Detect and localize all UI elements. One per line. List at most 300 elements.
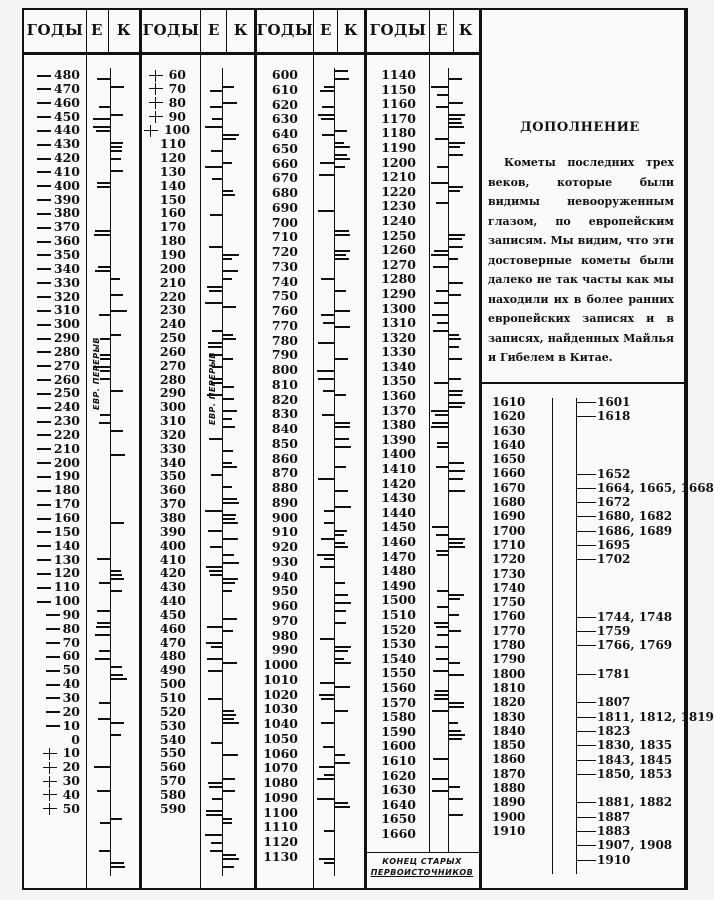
year-label: 630 xyxy=(271,111,298,127)
comet-mark xyxy=(222,486,232,488)
divider xyxy=(364,10,367,888)
year-label: 650 xyxy=(271,140,298,156)
comet-mark xyxy=(209,570,222,572)
year-label: 1680 xyxy=(492,495,526,510)
year-label: 430 xyxy=(159,579,186,595)
comet-mark xyxy=(436,106,448,108)
comet-mark xyxy=(96,626,110,628)
year-label: 370 xyxy=(159,496,186,512)
comet-mark xyxy=(437,94,448,96)
ad-cross-icon xyxy=(43,762,57,774)
comet-years: 1652 xyxy=(597,466,631,481)
year-label: 810 xyxy=(271,376,298,392)
comet-mark xyxy=(576,702,596,703)
year-label: 60 xyxy=(144,68,186,82)
comet-mark xyxy=(433,758,448,760)
bc-dash-icon xyxy=(37,241,51,243)
header-years-1: ГОДЫ xyxy=(26,21,84,39)
year-label: 570 xyxy=(159,773,186,789)
comet-mark xyxy=(448,674,464,676)
bc-dash-icon xyxy=(37,462,51,464)
comet-mark xyxy=(212,330,222,332)
year-label: 1730 xyxy=(492,566,526,581)
comet-mark xyxy=(334,130,347,132)
comet-mark xyxy=(448,346,459,348)
divider xyxy=(429,10,430,852)
comet-mark xyxy=(210,546,222,548)
year-label: 330 xyxy=(159,440,186,456)
comet-mark xyxy=(324,862,334,864)
comet-mark xyxy=(448,122,462,124)
bc-dash-icon xyxy=(37,559,51,561)
comet-mark xyxy=(576,817,596,818)
comet-mark xyxy=(93,118,110,120)
bc-dash-icon xyxy=(37,476,51,478)
comet-mark xyxy=(222,502,239,504)
year-label: 1530 xyxy=(381,636,416,652)
comet-mark xyxy=(205,302,222,304)
comet-mark xyxy=(222,466,237,468)
comet-years: 1702 xyxy=(597,552,631,567)
year-label: 840 xyxy=(271,421,298,436)
comet-mark xyxy=(320,682,334,684)
comet-mark xyxy=(448,78,462,80)
comet-mark xyxy=(222,86,234,88)
year-label: 70 xyxy=(144,82,186,96)
bc-dash-icon xyxy=(37,88,51,90)
year-label: 440 xyxy=(159,593,186,609)
comet-mark xyxy=(208,670,222,672)
year-label: 1250 xyxy=(381,227,416,243)
comet-entry xyxy=(576,724,630,738)
comet-mark xyxy=(207,286,222,288)
year-label: 1080 xyxy=(263,775,298,790)
year-label: 1070 xyxy=(263,760,298,776)
year-label: 960 xyxy=(271,598,298,613)
comet-mark xyxy=(323,746,334,748)
comet-mark xyxy=(222,518,235,520)
comet-mark xyxy=(334,234,350,236)
year-label: 740 xyxy=(271,273,298,289)
comet-mark xyxy=(576,416,596,417)
comet-years: 1830, 1835 xyxy=(597,738,673,753)
year-label: 680 xyxy=(271,185,298,200)
year-label: 320 xyxy=(159,426,186,442)
comet-mark xyxy=(448,338,461,340)
comet-mark xyxy=(334,466,346,468)
comet-mark xyxy=(222,790,235,792)
year-label: 350 xyxy=(26,248,80,262)
comet-mark xyxy=(334,610,346,612)
bc-dash-icon xyxy=(37,407,51,409)
year-label: 450 xyxy=(159,606,186,622)
year-label: 10 xyxy=(26,746,80,760)
divider xyxy=(254,10,257,888)
header-years-2: ГОДЫ xyxy=(142,21,200,39)
comet-mark xyxy=(448,234,465,236)
comet-mark xyxy=(334,446,351,448)
comet-mark xyxy=(205,166,222,168)
year-label: 1440 xyxy=(381,504,416,520)
comet-mark xyxy=(110,170,123,172)
year-label: 1010 xyxy=(263,671,298,687)
year-label: 260 xyxy=(26,373,80,387)
year-label: 1810 xyxy=(492,680,526,695)
comet-mark xyxy=(448,246,463,248)
comet-mark xyxy=(320,90,334,92)
year-label: 1620 xyxy=(381,767,416,783)
year-label: 0 xyxy=(71,731,80,747)
year-label: 1910 xyxy=(492,823,526,838)
comet-entry xyxy=(576,495,630,509)
comet-mark xyxy=(208,782,222,784)
comet-mark xyxy=(222,162,232,164)
bc-dash-icon xyxy=(46,614,60,616)
divider xyxy=(226,10,227,52)
bc-dash-icon xyxy=(37,324,51,326)
year-label: 710 xyxy=(271,229,298,245)
comet-entry xyxy=(576,552,630,566)
comet-entry xyxy=(576,753,672,767)
comet-mark xyxy=(334,662,351,664)
comet-mark xyxy=(448,186,463,188)
comet-mark xyxy=(448,722,458,724)
year-label: 820 xyxy=(271,391,298,407)
year-label: 890 xyxy=(271,494,298,510)
comet-mark xyxy=(318,114,334,116)
comet-mark xyxy=(110,454,125,456)
bc-dash-icon xyxy=(37,421,51,423)
comet-mark xyxy=(448,238,462,240)
year-label: 160 xyxy=(26,511,80,525)
year-label: 1770 xyxy=(492,623,526,638)
year-label: 1790 xyxy=(492,652,526,667)
bc-dash-icon xyxy=(37,296,51,298)
comet-mark xyxy=(576,760,596,761)
year-label: 1400 xyxy=(381,446,416,462)
comet-years: 1907, 1908 xyxy=(597,838,673,853)
year-label: 170 xyxy=(26,497,80,511)
year-label: 260 xyxy=(159,343,186,359)
year-label: 1670 xyxy=(492,480,526,495)
comet-mark xyxy=(448,154,463,156)
comet-years: 1811, 1812, 1819 xyxy=(597,709,714,724)
comet-mark xyxy=(334,310,350,312)
comet-mark xyxy=(334,326,350,328)
comet-mark xyxy=(210,574,222,576)
comet-mark xyxy=(448,706,464,708)
year-label: 460 xyxy=(159,620,186,636)
comet-entry xyxy=(576,810,630,824)
comet-mark xyxy=(334,546,348,548)
header-k-3: К xyxy=(343,21,359,39)
year-label: 400 xyxy=(26,179,80,193)
comet-mark xyxy=(95,634,110,636)
comet-mark xyxy=(448,786,460,788)
comet-entry xyxy=(576,467,630,481)
comet-mark xyxy=(222,618,237,620)
year-label: 1570 xyxy=(381,694,416,710)
year-label: 1180 xyxy=(381,125,416,141)
year-label: 1510 xyxy=(381,606,416,622)
comet-mark xyxy=(433,330,448,332)
year-label: 1470 xyxy=(381,548,416,564)
comet-mark xyxy=(205,126,222,128)
comet-mark xyxy=(576,402,596,403)
comet-mark xyxy=(434,382,448,384)
year-label: 910 xyxy=(271,524,298,540)
comet-mark xyxy=(324,522,334,524)
year-label: 1720 xyxy=(492,552,526,567)
year-label: 210 xyxy=(26,442,80,456)
bc-dash-icon xyxy=(37,601,51,603)
year-label: 1290 xyxy=(381,285,416,301)
comet-mark xyxy=(212,118,222,120)
year-list-group-1 xyxy=(26,68,80,816)
comet-mark xyxy=(320,566,334,568)
year-label: 510 xyxy=(159,689,186,705)
comet-mark xyxy=(448,114,465,116)
year-label: 1220 xyxy=(381,183,416,199)
year-label: 1610 xyxy=(492,395,526,409)
comet-mark xyxy=(435,690,448,692)
bc-dash-icon xyxy=(37,282,51,284)
year-label: 1130 xyxy=(263,848,298,864)
year-label: 200 xyxy=(159,260,186,276)
comet-mark xyxy=(110,674,123,676)
header-k-2: К xyxy=(233,21,249,39)
comet-mark xyxy=(110,866,125,868)
year-label: 980 xyxy=(271,627,298,643)
year-label: 950 xyxy=(271,583,298,599)
comet-mark xyxy=(97,182,110,184)
year-label: 80 xyxy=(144,96,186,110)
divider xyxy=(139,10,142,888)
year-label: 580 xyxy=(159,786,186,802)
comet-mark xyxy=(448,142,465,144)
comet-mark xyxy=(206,642,222,644)
comet-years: 1887 xyxy=(597,809,631,824)
bc-dash-icon xyxy=(37,75,51,77)
bc-dash-icon xyxy=(37,365,51,367)
comet-mark xyxy=(334,230,349,232)
comet-mark xyxy=(321,722,334,724)
comet-mark xyxy=(321,538,334,540)
bc-dash-icon xyxy=(37,531,51,533)
comet-entry xyxy=(576,624,630,638)
year-label: 40 xyxy=(26,677,80,691)
comet-mark xyxy=(211,646,222,648)
comet-entry xyxy=(576,767,672,781)
bc-dash-icon xyxy=(37,144,51,146)
comet-mark xyxy=(100,822,110,824)
comet-mark xyxy=(100,358,110,360)
comet-mark xyxy=(334,754,345,756)
comet-mark xyxy=(334,806,350,808)
year-label: 380 xyxy=(159,510,186,525)
comet-years: 1781 xyxy=(597,666,631,681)
year-label: 430 xyxy=(26,137,80,151)
bc-dash-icon xyxy=(37,213,51,215)
comet-mark xyxy=(334,646,351,648)
comet-years: 1807 xyxy=(597,695,631,710)
comet-mark xyxy=(318,478,334,480)
comet-mark xyxy=(211,474,222,476)
comet-mark xyxy=(319,858,334,860)
comet-mark xyxy=(334,530,347,532)
comet-mark xyxy=(334,534,344,536)
comet-mark xyxy=(317,778,334,780)
year-label: 760 xyxy=(271,303,298,318)
bc-dash-icon xyxy=(46,697,60,699)
year-label: 150 xyxy=(159,191,186,207)
year-label: 1020 xyxy=(263,686,298,702)
year-label: 930 xyxy=(271,553,298,569)
comet-mark xyxy=(437,442,448,444)
comet-mark xyxy=(110,818,122,820)
year-label: 110 xyxy=(26,580,80,594)
year-label: 1190 xyxy=(381,139,416,155)
comet-entry xyxy=(576,409,630,423)
header-k-1: К xyxy=(116,21,132,39)
year-label: 1780 xyxy=(492,638,526,653)
year-label: 1410 xyxy=(381,461,416,477)
year-label: 1620 xyxy=(492,409,526,424)
addendum-title: ДОПОЛНЕНИЕ xyxy=(520,120,640,135)
comet-mark xyxy=(222,498,237,500)
bc-dash-icon xyxy=(37,227,51,229)
timeline-axis xyxy=(552,398,553,874)
comet-mark xyxy=(436,626,448,628)
comet-mark xyxy=(576,631,596,632)
year-label: 1140 xyxy=(381,67,416,82)
year-label: 320 xyxy=(26,290,80,304)
year-label: 1840 xyxy=(492,723,526,738)
year-label: 1170 xyxy=(381,110,416,126)
comet-mark xyxy=(222,710,234,712)
bc-dash-icon xyxy=(37,310,51,312)
comet-mark xyxy=(334,358,348,360)
comet-mark xyxy=(576,474,596,475)
year-label: 1030 xyxy=(263,701,298,717)
comet-mark xyxy=(222,754,238,756)
year-label: 1370 xyxy=(381,402,416,418)
year-label: 1880 xyxy=(492,781,526,796)
bc-dash-icon xyxy=(46,656,60,658)
year-label: 1610 xyxy=(381,752,416,768)
comet-entry xyxy=(576,738,672,752)
comet-years: 1766, 1769 xyxy=(597,638,673,653)
comet-mark xyxy=(222,578,238,580)
comet-mark xyxy=(100,378,110,380)
year-label: 50 xyxy=(26,663,80,677)
year-label: 360 xyxy=(26,234,80,248)
comet-mark xyxy=(324,86,334,88)
comet-mark xyxy=(334,762,350,764)
comet-mark xyxy=(222,134,239,136)
comet-mark xyxy=(205,510,222,512)
year-label: 1650 xyxy=(492,452,526,467)
comet-entry xyxy=(576,824,630,838)
comet-mark xyxy=(222,450,233,452)
year-label: 1850 xyxy=(492,738,526,753)
year-label: 120 xyxy=(159,150,186,166)
comet-mark xyxy=(222,714,236,716)
year-label: 1640 xyxy=(492,437,526,452)
year-label: 1600 xyxy=(381,738,416,754)
bc-dash-icon xyxy=(46,684,60,686)
year-label: 30 xyxy=(26,774,80,788)
ad-cross-icon xyxy=(43,776,57,788)
comet-mark xyxy=(110,310,127,312)
comet-mark xyxy=(110,334,121,336)
comet-mark xyxy=(222,858,239,860)
comet-mark xyxy=(434,694,448,696)
year-label: 190 xyxy=(159,246,186,262)
comet-mark xyxy=(448,282,463,284)
comet-mark xyxy=(222,102,237,104)
comet-mark xyxy=(431,254,448,256)
year-label: 240 xyxy=(159,316,186,332)
year-label: 310 xyxy=(159,413,186,429)
bc-dash-icon xyxy=(46,670,60,672)
year-label: 1630 xyxy=(381,782,416,798)
comet-mark xyxy=(434,698,448,700)
comet-mark xyxy=(222,818,232,820)
year-label: 70 xyxy=(26,636,80,650)
ad-cross-icon xyxy=(149,83,163,95)
comet-mark xyxy=(576,674,596,675)
comet-mark xyxy=(205,834,222,836)
comet-mark xyxy=(321,118,334,120)
year-label: 1560 xyxy=(381,679,416,695)
comet-mark xyxy=(334,686,350,688)
bc-dash-icon xyxy=(37,158,51,160)
comet-mark xyxy=(431,182,448,184)
year-label: 1450 xyxy=(381,519,416,535)
comet-years: 1843, 1845 xyxy=(597,752,673,767)
bc-dash-icon xyxy=(37,102,51,104)
comet-entry xyxy=(576,610,672,624)
divider xyxy=(86,10,87,888)
comet-mark xyxy=(97,78,110,80)
year-label: 50 xyxy=(26,802,80,816)
comet-mark xyxy=(448,378,461,380)
comet-mark xyxy=(334,70,348,72)
year-label: 470 xyxy=(159,634,186,650)
comet-mark xyxy=(322,414,334,416)
comet-mark xyxy=(323,322,334,324)
comet-mark xyxy=(436,202,448,204)
comet-mark xyxy=(334,254,346,256)
year-label: 180 xyxy=(159,233,186,249)
ad-cross-icon xyxy=(43,748,57,760)
comet-mark xyxy=(437,554,448,556)
comet-mark xyxy=(222,822,232,824)
year-label: 750 xyxy=(271,288,298,304)
comet-mark xyxy=(576,516,596,517)
year-label: 270 xyxy=(159,357,186,373)
year-label: 1420 xyxy=(381,475,416,491)
addendum-text: Кометы последних трех веков, которые были видимы невооруженным глазом, по европейским записям. Мы видим, что эти достоверные кометы были далеко не так часты как мы находили их в более ранних европейских записях и в записях, найденных Майлья и Гибелем в Китае. xyxy=(488,156,674,364)
comet-mark xyxy=(576,831,596,832)
comet-mark xyxy=(97,558,110,560)
year-list-group-2 xyxy=(144,67,191,816)
comet-mark xyxy=(431,86,448,88)
year-label: 860 xyxy=(271,450,298,466)
comet-years: 1881, 1882 xyxy=(597,795,673,810)
comet-mark xyxy=(576,774,596,775)
